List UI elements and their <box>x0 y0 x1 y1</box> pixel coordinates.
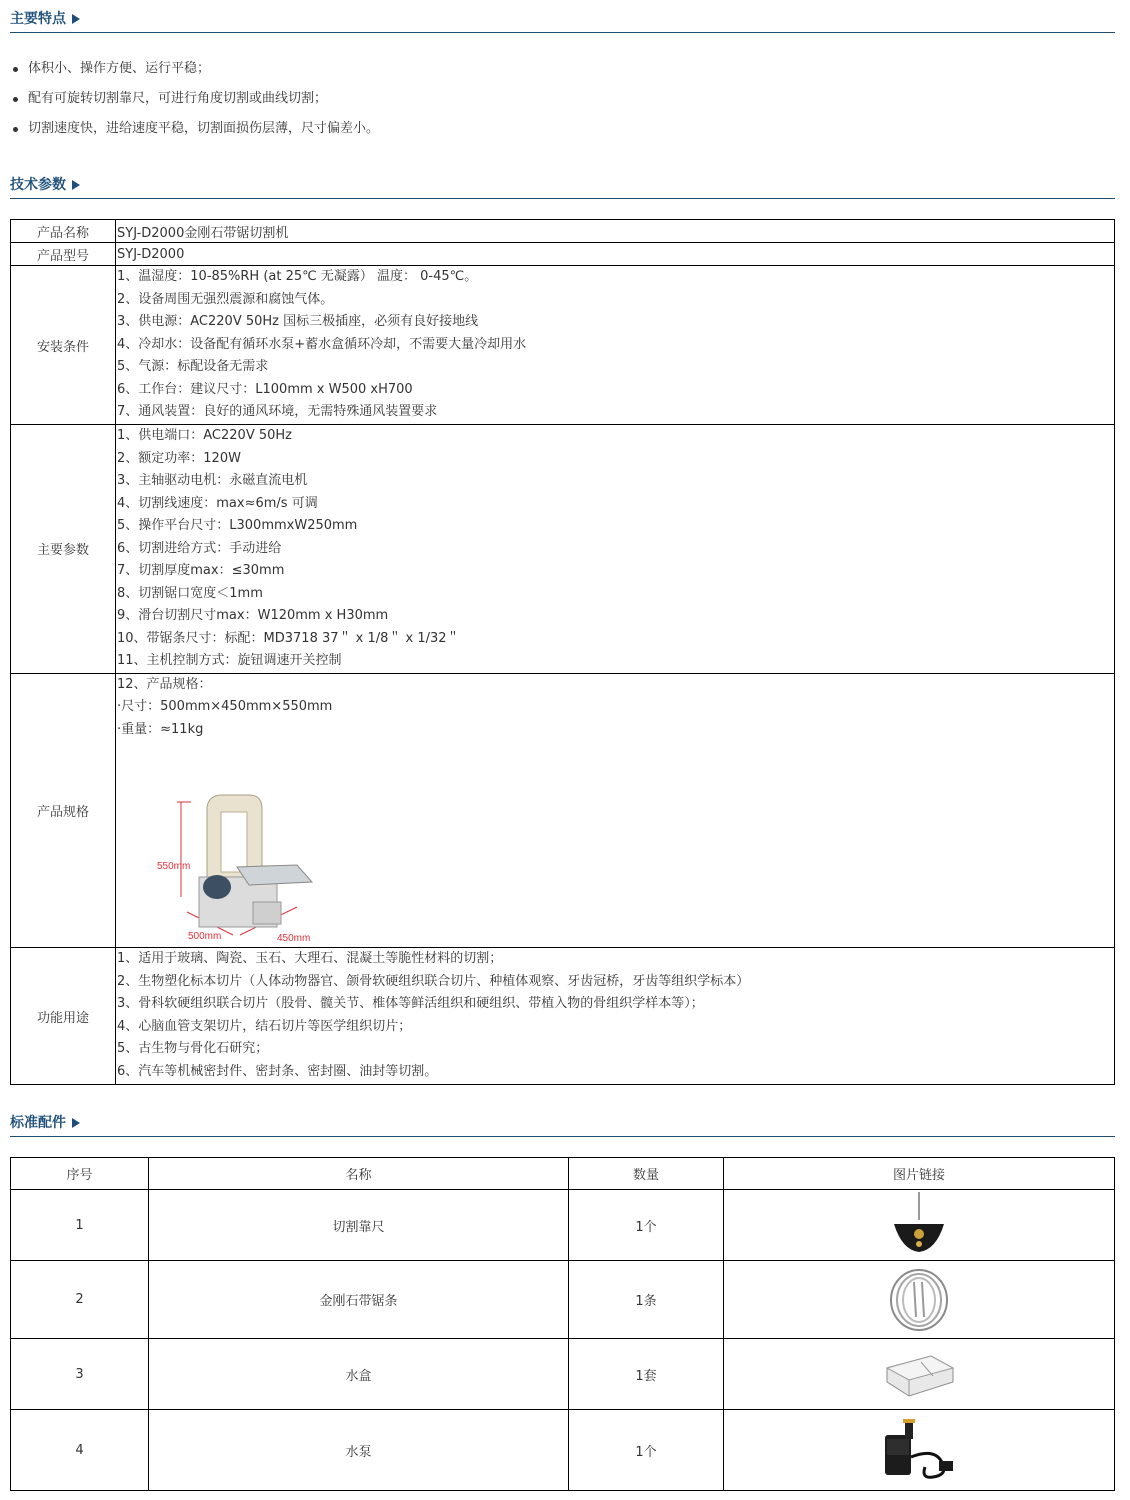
row-no: 4 <box>11 1410 149 1491</box>
spec-line: 5、古生物与骨化石研究； <box>117 1041 269 1056</box>
features-title: 主要特点 <box>10 11 66 27</box>
spec-line: 3、供电源：AC220V 50Hz 国标三极插座，必须有良好接地线 <box>117 314 479 329</box>
dim-depth-label: 450mm <box>277 933 311 944</box>
spec-line: 7、切割厚度max：≤30mm <box>117 563 285 578</box>
spec-row-install <box>11 266 1115 425</box>
spec-row-main <box>11 425 1115 674</box>
row-image <box>724 1261 1115 1339</box>
spec-line: 3、主轴驱动电机：永磁直流电机 <box>117 473 308 488</box>
features-section-title <box>10 2 1115 33</box>
feature-item: 切割速度快，进给速度平稳，切割面损伤层薄，尺寸偏差小。 <box>10 118 379 148</box>
header-name: 名称 <box>149 1158 569 1190</box>
band-saw-blade-icon <box>886 1267 952 1333</box>
params-section-title <box>10 168 1115 199</box>
feature-item: 体积小、操作方便、运行平稳； <box>10 58 379 88</box>
row-qty: 1套 <box>569 1339 724 1410</box>
spec-line: 9、滑台切割尺寸max：W120mm x H30mm <box>117 608 389 623</box>
table-row <box>11 1410 1115 1491</box>
accessories-section-title <box>10 1106 1115 1137</box>
spec-line: 5、操作平台尺寸：L300mmxW250mm <box>117 518 358 533</box>
spec-line: 12、产品规格： <box>117 676 212 692</box>
spec-value-size <box>116 673 1115 948</box>
spec-line: 6、切割进给方式：手动进给 <box>117 540 282 556</box>
spec-label: 产品名称 <box>11 220 116 243</box>
row-image <box>724 1190 1115 1261</box>
spec-value-main <box>116 425 1115 674</box>
spec-label: 功能用途 <box>11 948 116 1085</box>
table-row <box>11 1190 1115 1261</box>
triangle-right-icon <box>72 180 80 190</box>
accessories-table <box>10 1157 1115 1491</box>
feature-item: 配有可旋转切割靠尺，可进行角度切割或曲线切割； <box>10 88 379 118</box>
water-box-icon <box>881 1346 957 1402</box>
spec-value-use <box>116 948 1115 1085</box>
spec-label: 产品型号 <box>11 243 116 266</box>
spec-line: 4、冷却水：设备配有循环水泵+蓄水盒循环冷却，不需要大量冷却用水 <box>117 336 527 352</box>
spec-line: 2、额定功率：120W <box>117 450 241 466</box>
row-name: 切割靠尺 <box>149 1190 569 1261</box>
header-image: 图片链接 <box>724 1158 1115 1190</box>
spec-row-use <box>11 948 1115 1085</box>
accessories-header-row <box>11 1158 1115 1190</box>
spec-line: ·尺寸：500mm×450mm×550mm <box>117 699 333 714</box>
header-qty: 数量 <box>569 1158 724 1190</box>
spec-label: 产品规格 <box>11 673 116 948</box>
row-qty: 1条 <box>569 1261 724 1339</box>
spec-line: ·重量：≈11kg <box>117 721 204 737</box>
spec-line: 3、骨科软硬组织联合切片（股骨、髋关节、椎体等鲜活组织和硬组织、带植入物的骨组织学样本等）； <box>117 996 704 1011</box>
spec-line: 11、主机控制方式：旋钮调速开关控制 <box>117 653 342 668</box>
spec-line: 4、心脑血管支架切片，结石切片等医学组织切片； <box>117 1018 412 1034</box>
spec-line: 6、工作台：建议尺寸：L100mm x W500 xH700 <box>117 381 413 397</box>
row-image <box>724 1410 1115 1491</box>
spec-value: SYJ-D2000 <box>116 243 1115 266</box>
row-name: 水盒 <box>149 1339 569 1410</box>
spec-row-size <box>11 673 1115 948</box>
spec-label: 安装条件 <box>11 266 116 425</box>
spec-line: 4、切割线速度：max≈6m/s 可调 <box>117 495 318 511</box>
spec-line: 10、带锯条尺寸：标配：MD3718 37＂ x 1/8＂ x 1/32＂ <box>117 630 460 646</box>
spec-line: 1、适用于玻璃、陶瓷、玉石、大理石、混凝土等脆性材料的切割； <box>117 951 503 966</box>
accessories-title: 标准配件 <box>10 1115 66 1131</box>
table-row <box>11 1339 1115 1410</box>
row-image <box>724 1339 1115 1410</box>
spec-line: 2、设备周围无强烈震源和腐蚀气体。 <box>117 291 334 307</box>
row-no: 2 <box>11 1261 149 1339</box>
spec-line: 1、温湿度：10-85%RH (at 25℃ 无凝露） 温度： 0-45℃。 <box>117 269 478 284</box>
spec-line: 2、生物塑化标本切片（人体动物器官、颌骨软硬组织联合切片、种植体观察、牙齿冠桥，牙齿等组织学标本） <box>117 973 750 989</box>
triangle-right-icon <box>72 14 80 24</box>
triangle-right-icon <box>72 1118 80 1128</box>
spec-line: 6、汽车等机械密封件、密封条、密封圈、油封等切割。 <box>117 1063 438 1079</box>
spec-line: 1、供电端口：AC220V 50Hz <box>117 428 292 443</box>
band-saw-machine-icon <box>137 757 337 947</box>
spec-table <box>10 219 1115 1085</box>
dim-height-label: 550mm <box>157 861 191 872</box>
spec-line: 7、通风装置：良好的通风环境，无需特殊通风装置要求 <box>117 404 438 419</box>
spec-label: 主要参数 <box>11 425 116 674</box>
features-list <box>10 58 379 148</box>
spec-row-name <box>11 220 1115 243</box>
dim-width-label: 500mm <box>188 931 222 942</box>
row-name: 水泵 <box>149 1410 569 1491</box>
table-row <box>11 1261 1115 1339</box>
header-no: 序号 <box>11 1158 149 1190</box>
row-qty: 1个 <box>569 1190 724 1261</box>
spec-value-install <box>116 266 1115 425</box>
row-no: 1 <box>11 1190 149 1261</box>
row-qty: 1个 <box>569 1410 724 1491</box>
water-pump-icon <box>877 1417 961 1483</box>
spec-row-model <box>11 243 1115 266</box>
spec-line: 5、气源：标配设备无需求 <box>117 359 269 374</box>
params-title: 技术参数 <box>10 177 66 193</box>
row-name: 金刚石带锯条 <box>149 1261 569 1339</box>
spec-value: SYJ-D2000金刚石带锯切割机 <box>116 220 1115 243</box>
cutting-fence-icon <box>884 1192 954 1258</box>
spec-line: 8、切割锯口宽度＜1mm <box>117 585 263 601</box>
row-no: 3 <box>11 1339 149 1410</box>
